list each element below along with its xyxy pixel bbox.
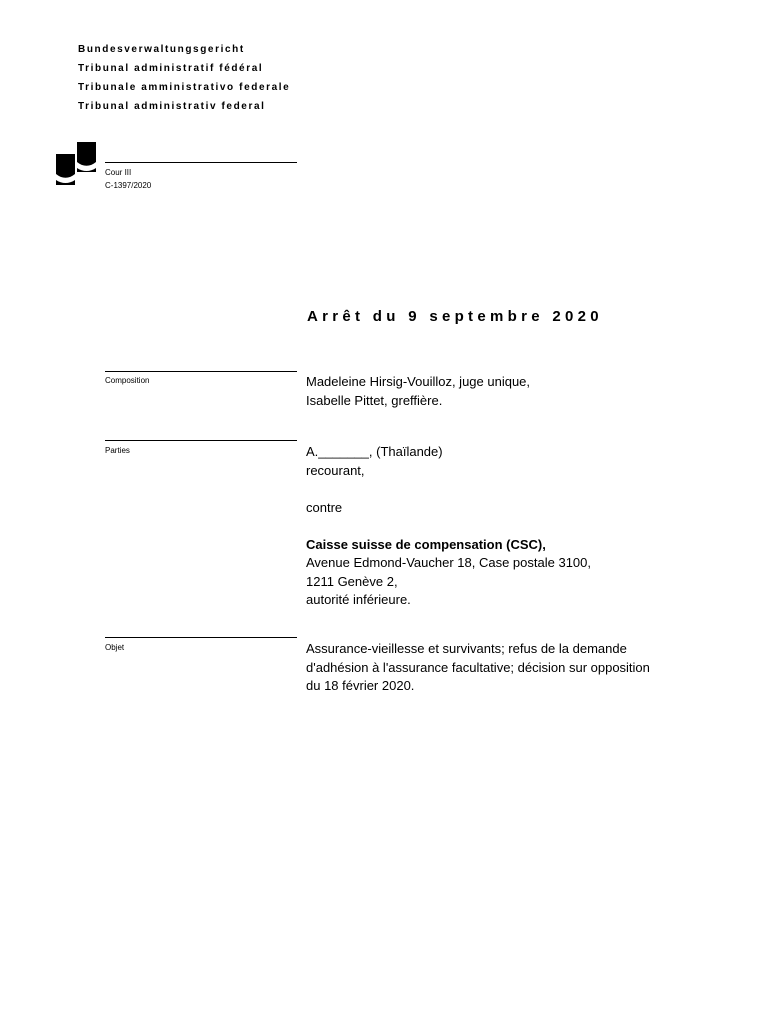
court-name-rm: Tribunal administrativ federal [78, 101, 266, 112]
parties-text [306, 443, 591, 610]
appellant-role: recourant, [306, 462, 365, 478]
composition-text [306, 373, 530, 410]
court-name-it: Tribunale amministrativo federale [78, 82, 291, 93]
court-names [78, 40, 290, 116]
court-name-de: Bundesverwaltungsgericht [78, 44, 245, 55]
composition-clerk: Isabelle Pittet, greffière. [306, 392, 443, 408]
objet-line-1: Assurance-vieillesse et survivants; refus de la demande [306, 641, 627, 656]
respondent-address-line-1: Avenue Edmond-Vaucher 18, Case postale 3100, [306, 555, 591, 570]
case-number: C-1397/2020 [105, 181, 152, 190]
parties-rule [105, 440, 297, 441]
objet-text [306, 640, 650, 696]
composition-rule [105, 371, 297, 372]
appellant-name: A._______, (Thaïlande) [306, 444, 443, 459]
court-name-fr: Tribunal administratif fédéral [78, 63, 264, 74]
respondent-role: autorité inférieure. [306, 592, 411, 607]
header-rule [105, 162, 297, 163]
versus-text: contre [306, 499, 343, 515]
objet-line-3: du 18 février 2020. [306, 678, 415, 693]
parties-label: Parties [105, 446, 130, 455]
page-title: Arrêt du 9 septembre 2020 [307, 308, 603, 325]
objet-line-2: d'adhésion à l'assurance facultative; décision sur opposition [306, 659, 650, 675]
respondent-name: Caisse suisse de compensation (CSC), [306, 536, 546, 552]
composition-judge: Madeleine Hirsig-Vouilloz, juge unique, [306, 374, 531, 389]
division-label: Cour III [105, 168, 132, 177]
composition-label: Composition [105, 376, 150, 385]
respondent-address-line-2: 1211 Genève 2, [306, 573, 398, 589]
objet-label: Objet [105, 643, 125, 652]
objet-rule [105, 637, 297, 638]
swiss-federal-court-logo-icon [56, 142, 96, 186]
